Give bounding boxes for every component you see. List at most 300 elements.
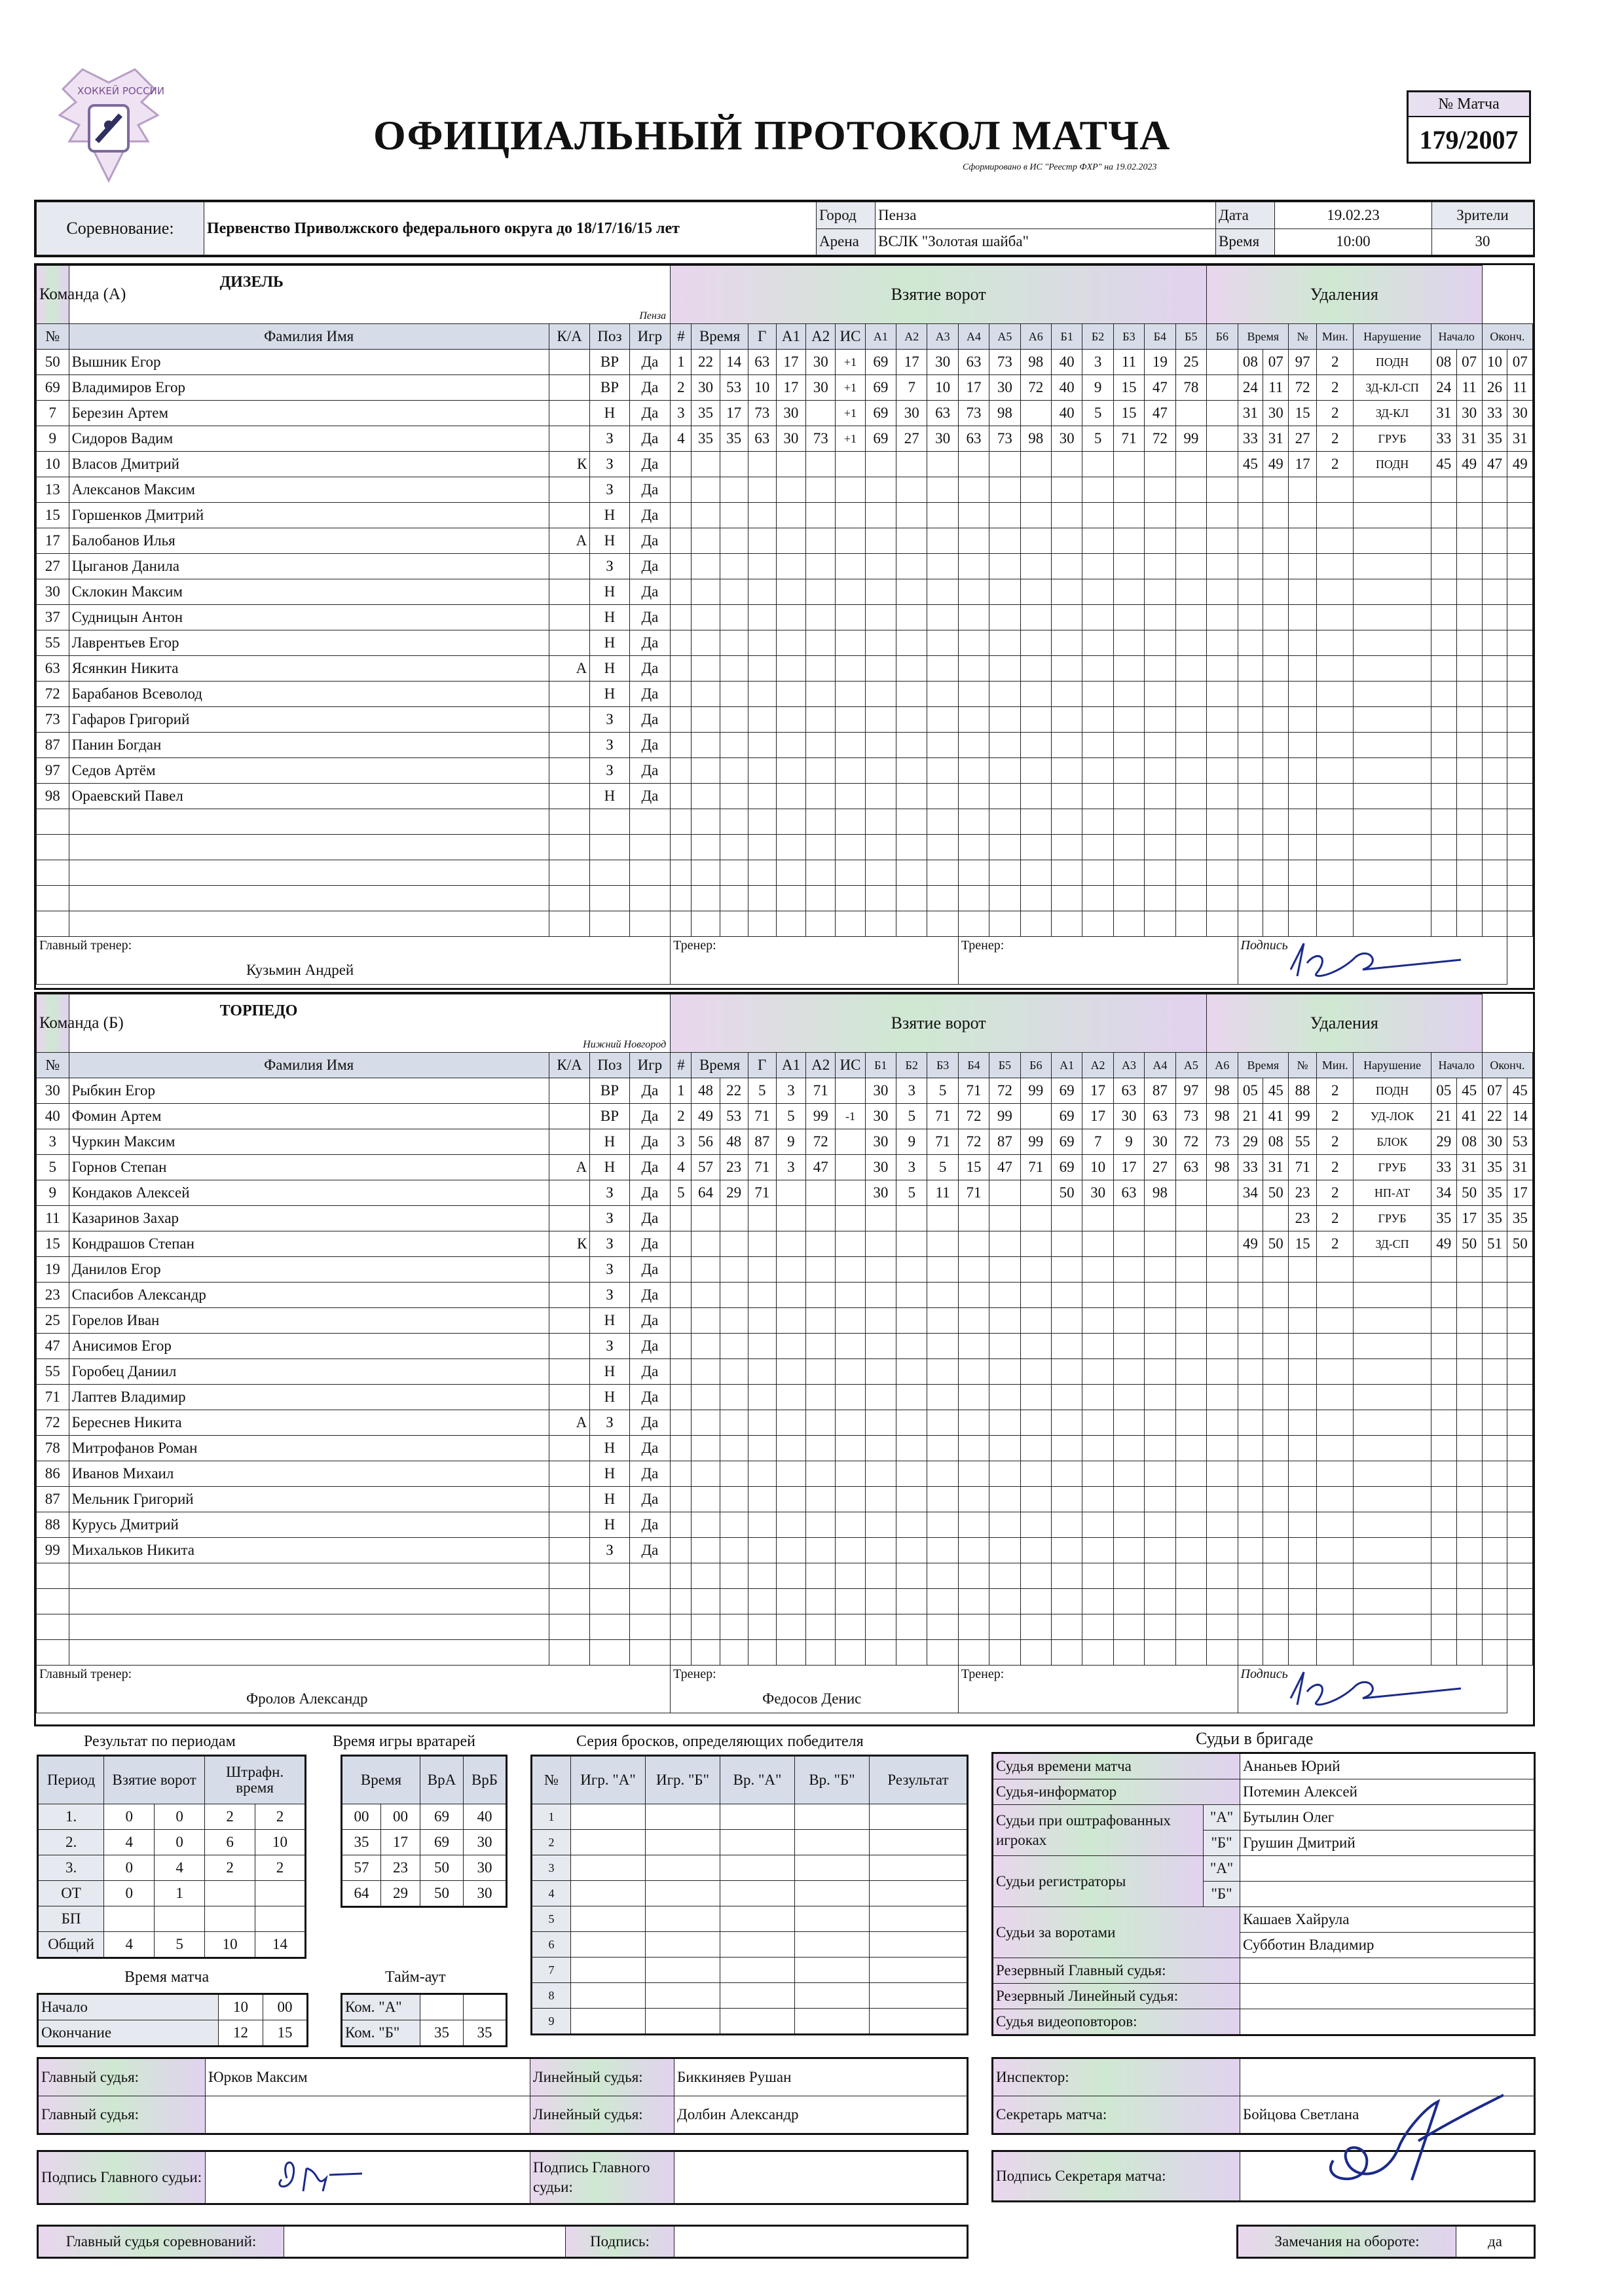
registrar-b-tag: "Б": [1204, 1882, 1240, 1907]
goal-t1: [692, 579, 720, 605]
goal-no: [671, 784, 692, 809]
player-name: Анисимов Егор: [69, 1334, 549, 1359]
table-row: [37, 426, 1533, 452]
player-play: Да: [629, 452, 671, 477]
goal-no: [671, 477, 692, 503]
goal-on-ice: [865, 886, 896, 911]
pen-no: [1289, 1614, 1317, 1640]
goal-is: [836, 452, 865, 477]
pen-time-s: [1263, 656, 1289, 682]
player-play: Да: [629, 1461, 671, 1487]
goal-on-ice: 30: [865, 1129, 896, 1155]
goal-on-ice: 10: [1082, 1155, 1113, 1180]
goal-on-ice: [927, 1308, 958, 1334]
player-play: Да: [629, 656, 671, 682]
pen-end-m: [1482, 886, 1507, 911]
player-n: 9: [37, 1180, 69, 1206]
goal-on-ice: [865, 1640, 896, 1666]
goal-on-ice: [896, 656, 927, 682]
pen-no: [1289, 809, 1317, 835]
goal-t2: [720, 656, 748, 682]
goalie-t2: 29: [381, 1881, 420, 1907]
goal-is: [836, 1538, 865, 1563]
pen-start-m: 29: [1431, 1129, 1456, 1155]
player-play: [629, 911, 671, 937]
pen-end-m: [1482, 1563, 1507, 1589]
goal-on-ice: [1020, 1487, 1051, 1512]
player-ka: [549, 733, 590, 758]
goal-on-ice: [1051, 528, 1082, 554]
goal-t2: [720, 1614, 748, 1640]
goal-on-ice: [1082, 886, 1113, 911]
player-ka: [549, 1589, 590, 1614]
player-name: Цыганов Данила: [69, 554, 549, 579]
player-play: Да: [629, 1512, 671, 1538]
goal-on-ice: [1020, 1410, 1051, 1436]
goal-on-ice: [1175, 682, 1207, 707]
goal-on-ice: 3: [896, 1078, 927, 1104]
goal-on-ice: [1082, 1487, 1113, 1512]
pen-start-m: [1431, 809, 1456, 835]
pen-violation: НП-АТ: [1354, 1180, 1431, 1206]
pen-start-s: 49: [1456, 452, 1482, 477]
goal-t1: [692, 1385, 720, 1410]
pen-violation: [1354, 1461, 1431, 1487]
goal-t1: [692, 1640, 720, 1666]
goal-on-ice: [1175, 860, 1207, 886]
competition-judge-row: [37, 2225, 969, 2259]
goal-on-ice: [989, 886, 1020, 911]
goal-a1: [776, 477, 805, 503]
player-pos: Н: [590, 401, 629, 426]
on-ice-header: Б4: [1145, 324, 1175, 350]
pen-start-m: [1431, 1614, 1456, 1640]
table-row: [38, 1804, 306, 1830]
goal-on-ice: [1051, 1385, 1082, 1410]
goal-on-ice: 73: [958, 401, 989, 426]
pen-time-m: [1238, 1538, 1263, 1563]
pen-violation: ЗД-КЛ-СП: [1354, 375, 1431, 401]
player-play: [629, 1640, 671, 1666]
shootout-cell: [646, 1932, 720, 1958]
pen-start-s: [1456, 503, 1482, 528]
shootout-cell: [646, 1855, 720, 1881]
on-ice-header: А4: [958, 324, 989, 350]
pen-min: 2: [1317, 401, 1354, 426]
goal-on-ice: [989, 503, 1020, 528]
player-name: Склокин Максим: [69, 579, 549, 605]
goal-on-ice: [1082, 682, 1113, 707]
goal-on-ice: [1113, 835, 1144, 860]
goal-on-ice: 5: [927, 1155, 958, 1180]
goal-on-ice: [958, 1538, 989, 1563]
goal-is: [836, 1283, 865, 1308]
player-pos: З: [590, 1231, 629, 1257]
player-n: 30: [37, 1078, 69, 1104]
goal-on-ice: [1020, 835, 1051, 860]
pen-start-m: 35: [1431, 1206, 1456, 1231]
goal-t2: 29: [720, 1180, 748, 1206]
goal-no: 1: [671, 350, 692, 375]
player-pos: Н: [590, 784, 629, 809]
goal-t1: [692, 1257, 720, 1283]
pen-no: [1289, 605, 1317, 630]
goal-on-ice: [1145, 1512, 1175, 1538]
pen-time-s: [1263, 1487, 1289, 1512]
pen-min: [1317, 911, 1354, 937]
goal-on-ice: [1082, 1231, 1113, 1257]
goal-g: [748, 758, 776, 784]
goal-on-ice: [1020, 1257, 1051, 1283]
player-n: 11: [37, 1206, 69, 1231]
goal-on-ice: 47: [1145, 401, 1175, 426]
goal-on-ice: [1207, 1308, 1238, 1334]
head-coach-cell: [37, 1666, 671, 1713]
goal-g: 5: [748, 1078, 776, 1104]
pen-no: [1289, 733, 1317, 758]
goal-on-ice: [1020, 733, 1051, 758]
goal-on-ice: 71: [958, 1078, 989, 1104]
player-ka: [549, 375, 590, 401]
player-ka: [549, 1206, 590, 1231]
pen-violation: [1354, 1334, 1431, 1359]
pen-time-s: [1263, 733, 1289, 758]
player-name: Казаринов Захар: [69, 1206, 549, 1231]
goal-on-ice: [989, 554, 1020, 579]
goal-on-ice: [989, 1385, 1020, 1410]
goal-on-ice: [1020, 1461, 1051, 1487]
player-play: Да: [629, 554, 671, 579]
goal-is: [836, 1410, 865, 1436]
goal-g: [748, 835, 776, 860]
player-pos: Н: [590, 1512, 629, 1538]
pen-end-m: [1482, 1512, 1507, 1538]
goal-on-ice: [1207, 1257, 1238, 1283]
goal-a2: 71: [806, 1078, 836, 1104]
goal-on-ice: [989, 1436, 1020, 1461]
pen-start-m: 21: [1431, 1104, 1456, 1129]
shootout-no: 2: [532, 1830, 571, 1855]
goal-no: [671, 605, 692, 630]
goal-on-ice: [1082, 809, 1113, 835]
goal-a1: [776, 630, 805, 656]
goal-a1: [776, 1308, 805, 1334]
on-ice-header: А1: [1051, 1053, 1082, 1078]
goal-t1: [692, 630, 720, 656]
goal-is: -1: [836, 1104, 865, 1129]
team-city: Пенза: [639, 310, 667, 321]
goal-on-ice: [896, 911, 927, 937]
coach-1-cell: [671, 1666, 959, 1713]
goal-on-ice: [927, 809, 958, 835]
period-gb: 0: [155, 1804, 205, 1830]
goal-a2: 47: [806, 1155, 836, 1180]
table-row: [532, 1804, 968, 1830]
pen-time-m: [1238, 579, 1263, 605]
period-p: 2.: [38, 1830, 104, 1855]
pen-no: [1289, 835, 1317, 860]
coach-sign-label: Подпись: [1240, 1667, 1288, 1681]
goal-t1: [692, 758, 720, 784]
goal-on-ice: [1020, 1104, 1051, 1129]
goal-a1: [776, 1487, 805, 1512]
goal-on-ice: [927, 784, 958, 809]
table-row: [37, 1308, 1533, 1334]
player-n: 40: [37, 1104, 69, 1129]
goal-on-ice: [927, 1640, 958, 1666]
shootout-cell: [571, 1855, 646, 1881]
table-row: [37, 1078, 1533, 1104]
shootout-no: 3: [532, 1855, 571, 1881]
pen-time-s: [1263, 1538, 1289, 1563]
period-ga: 0: [104, 1804, 155, 1830]
goal-is: [836, 656, 865, 682]
penalty-judges-label: Судьи при оштрафованных игроках: [993, 1805, 1204, 1856]
goal-no: [671, 1334, 692, 1359]
period-pa: 10: [205, 1932, 255, 1958]
goal-on-ice: [1145, 1487, 1175, 1512]
goal-on-ice: [865, 1283, 896, 1308]
goal-on-ice: [1113, 1436, 1144, 1461]
goal-on-ice: [989, 1359, 1020, 1385]
goal-g: [748, 554, 776, 579]
goal-a2: [806, 835, 836, 860]
goal-on-ice: [1113, 452, 1144, 477]
goal-on-ice: [896, 1436, 927, 1461]
pen-end-m: [1482, 630, 1507, 656]
goal-no: [671, 579, 692, 605]
goal-on-ice: [1051, 452, 1082, 477]
pen-end-s: [1507, 1410, 1533, 1436]
pen-end-s: [1507, 1334, 1533, 1359]
goal-on-ice: [927, 733, 958, 758]
pen-start-m: [1431, 528, 1456, 554]
goal-on-ice: [1051, 707, 1082, 733]
player-pos: З: [590, 426, 629, 452]
goal-on-ice: [989, 1461, 1020, 1487]
player-play: Да: [629, 1385, 671, 1410]
pen-violation: ГРУБ: [1354, 426, 1431, 452]
goal-is: [836, 682, 865, 707]
pen-min: [1317, 1589, 1354, 1614]
goal-on-ice: [927, 1614, 958, 1640]
goal-on-ice: [865, 528, 896, 554]
pen-time-s: [1263, 1283, 1289, 1308]
head-coach-label: Главный тренер:: [39, 1667, 132, 1681]
player-pos: Н: [590, 528, 629, 554]
goal-on-ice: [865, 452, 896, 477]
player-name: Судницын Антон: [69, 605, 549, 630]
shootout-cell: [795, 1983, 870, 2009]
pen-end-s: [1507, 911, 1533, 937]
goal-t1: [692, 911, 720, 937]
goal-a1: [776, 911, 805, 937]
goal-on-ice: [1051, 1283, 1082, 1308]
pen-no: 88: [1289, 1078, 1317, 1104]
table-row: [37, 375, 1533, 401]
player-ka: [549, 886, 590, 911]
goal-a1: [776, 860, 805, 886]
goal-on-ice: 98: [1207, 1104, 1238, 1129]
goal-a2: [806, 1512, 836, 1538]
pen-start-s: 41: [1456, 1104, 1482, 1129]
goal-on-ice: [865, 1385, 896, 1410]
player-pos: ВР: [590, 1078, 629, 1104]
player-play: Да: [629, 528, 671, 554]
head-coach-name: Фролов Александр: [246, 1690, 368, 1707]
pen-start-m: [1431, 1538, 1456, 1563]
pen-violation: ЗД-СП: [1354, 1231, 1431, 1257]
on-ice-header: А3: [927, 324, 958, 350]
pen-violation: [1354, 1308, 1431, 1334]
match-end-label: Окончание: [38, 2020, 219, 2047]
goal-on-ice: [1175, 1334, 1207, 1359]
player-play: Да: [629, 1078, 671, 1104]
goal-t2: [720, 477, 748, 503]
col-header-ka: К/А: [549, 324, 590, 350]
goal-on-ice: [989, 809, 1020, 835]
pen-time-s: [1263, 1461, 1289, 1487]
goal-on-ice: [958, 860, 989, 886]
penalty-judge-b: Грушин Дмитрий: [1240, 1831, 1535, 1856]
player-ka: [549, 350, 590, 375]
pen-start-s: 31: [1456, 426, 1482, 452]
on-ice-header: Б1: [1051, 324, 1082, 350]
goal-on-ice: [958, 886, 989, 911]
pen-time-s: [1263, 886, 1289, 911]
col-header-p-time: Время: [1238, 324, 1289, 350]
goal-on-ice: 15: [1113, 401, 1144, 426]
player-play: Да: [629, 1410, 671, 1436]
goal-t2: [720, 1461, 748, 1487]
player-name: [69, 911, 549, 937]
goal-on-ice: [1207, 1180, 1238, 1206]
goal-on-ice: [1175, 656, 1207, 682]
goal-g: [748, 682, 776, 707]
goal-on-ice: [927, 1589, 958, 1614]
goal-on-ice: [1113, 682, 1144, 707]
time-label: Время: [1216, 228, 1275, 255]
goal-t2: [720, 1359, 748, 1385]
goal-on-ice: [1113, 1512, 1144, 1538]
goal-on-ice: [865, 1436, 896, 1461]
col-header-p-min: Мин.: [1317, 1053, 1354, 1078]
goal-on-ice: [1082, 1640, 1113, 1666]
player-play: Да: [629, 579, 671, 605]
pen-time-s: [1263, 1589, 1289, 1614]
player-play: Да: [629, 605, 671, 630]
goal-on-ice: [896, 503, 927, 528]
pen-violation: [1354, 656, 1431, 682]
goal-t1: 22: [692, 350, 720, 375]
pen-min: [1317, 758, 1354, 784]
goal-on-ice: [927, 605, 958, 630]
goal-a1: [776, 1436, 805, 1461]
pen-end-m: 22: [1482, 1104, 1507, 1129]
pen-end-m: [1482, 835, 1507, 860]
goal-on-ice: [1020, 630, 1051, 656]
goal-on-ice: [896, 1563, 927, 1589]
goal-on-ice: [989, 784, 1020, 809]
pen-time-m: [1238, 1410, 1263, 1436]
pen-min: [1317, 1436, 1354, 1461]
pen-no: [1289, 1308, 1317, 1334]
player-n: 87: [37, 733, 69, 758]
goal-t1: [692, 1410, 720, 1436]
goal-is: [836, 503, 865, 528]
goal-on-ice: [1051, 886, 1082, 911]
col-header-p-no: №: [1289, 1053, 1317, 1078]
table-row: [37, 1231, 1533, 1257]
table-row: [37, 1385, 1533, 1410]
goal-on-ice: [1175, 1487, 1207, 1512]
goal-on-ice: [1207, 350, 1238, 375]
goal-on-ice: [1145, 1410, 1175, 1436]
pen-end-m: 07: [1482, 1078, 1507, 1104]
goal-is: [836, 911, 865, 937]
table-row: [342, 1855, 507, 1881]
pen-end-m: [1482, 758, 1507, 784]
pen-start-s: [1456, 1334, 1482, 1359]
shootout-cell: [720, 1958, 795, 1983]
player-ka: [549, 401, 590, 426]
goal-on-ice: [1175, 911, 1207, 937]
secretary-signature-icon: [1307, 2082, 1543, 2193]
table-row: [37, 503, 1533, 528]
goal-on-ice: [1145, 1461, 1175, 1487]
goal-on-ice: [958, 835, 989, 860]
shootout-cell: [795, 1881, 870, 1906]
pen-no: [1289, 758, 1317, 784]
goal-on-ice: [1207, 375, 1238, 401]
goal-a2: [806, 477, 836, 503]
goal-a1: [776, 1589, 805, 1614]
pen-start-m: [1431, 1512, 1456, 1538]
pen-start-m: [1431, 1589, 1456, 1614]
goal-on-ice: [1145, 886, 1175, 911]
goal-t1: [692, 1359, 720, 1385]
goal-on-ice: [1020, 1206, 1051, 1231]
pen-time-m: [1238, 886, 1263, 911]
pen-end-m: [1482, 1538, 1507, 1563]
goal-on-ice: 25: [1175, 350, 1207, 375]
team-city: Нижний Новгород: [583, 1039, 667, 1050]
table-row: [37, 605, 1533, 630]
col-header-p-viol: Нарушение: [1354, 324, 1431, 350]
pen-start-s: [1456, 1640, 1482, 1666]
goal-a1: [776, 1461, 805, 1487]
goal-on-ice: 40: [1051, 375, 1082, 401]
goal-on-ice: [1207, 503, 1238, 528]
shootout-cell: [870, 1958, 968, 1983]
goal-on-ice: [896, 554, 927, 579]
shootout-cell: [870, 1932, 968, 1958]
player-pos: Н: [590, 605, 629, 630]
pen-time-m: [1238, 911, 1263, 937]
goal-no: [671, 733, 692, 758]
goal-on-ice: [1113, 1308, 1144, 1334]
goal-on-ice: [1020, 452, 1051, 477]
goal-on-ice: [865, 1257, 896, 1283]
player-play: Да: [629, 1436, 671, 1461]
date-value: 19.02.23: [1275, 202, 1432, 229]
goal-on-ice: [927, 1231, 958, 1257]
pen-end-m: [1482, 1257, 1507, 1283]
goal-is: [836, 1129, 865, 1155]
pen-no: [1289, 682, 1317, 707]
col-header-play: Игр: [629, 324, 671, 350]
pen-end-s: 53: [1507, 1129, 1533, 1155]
